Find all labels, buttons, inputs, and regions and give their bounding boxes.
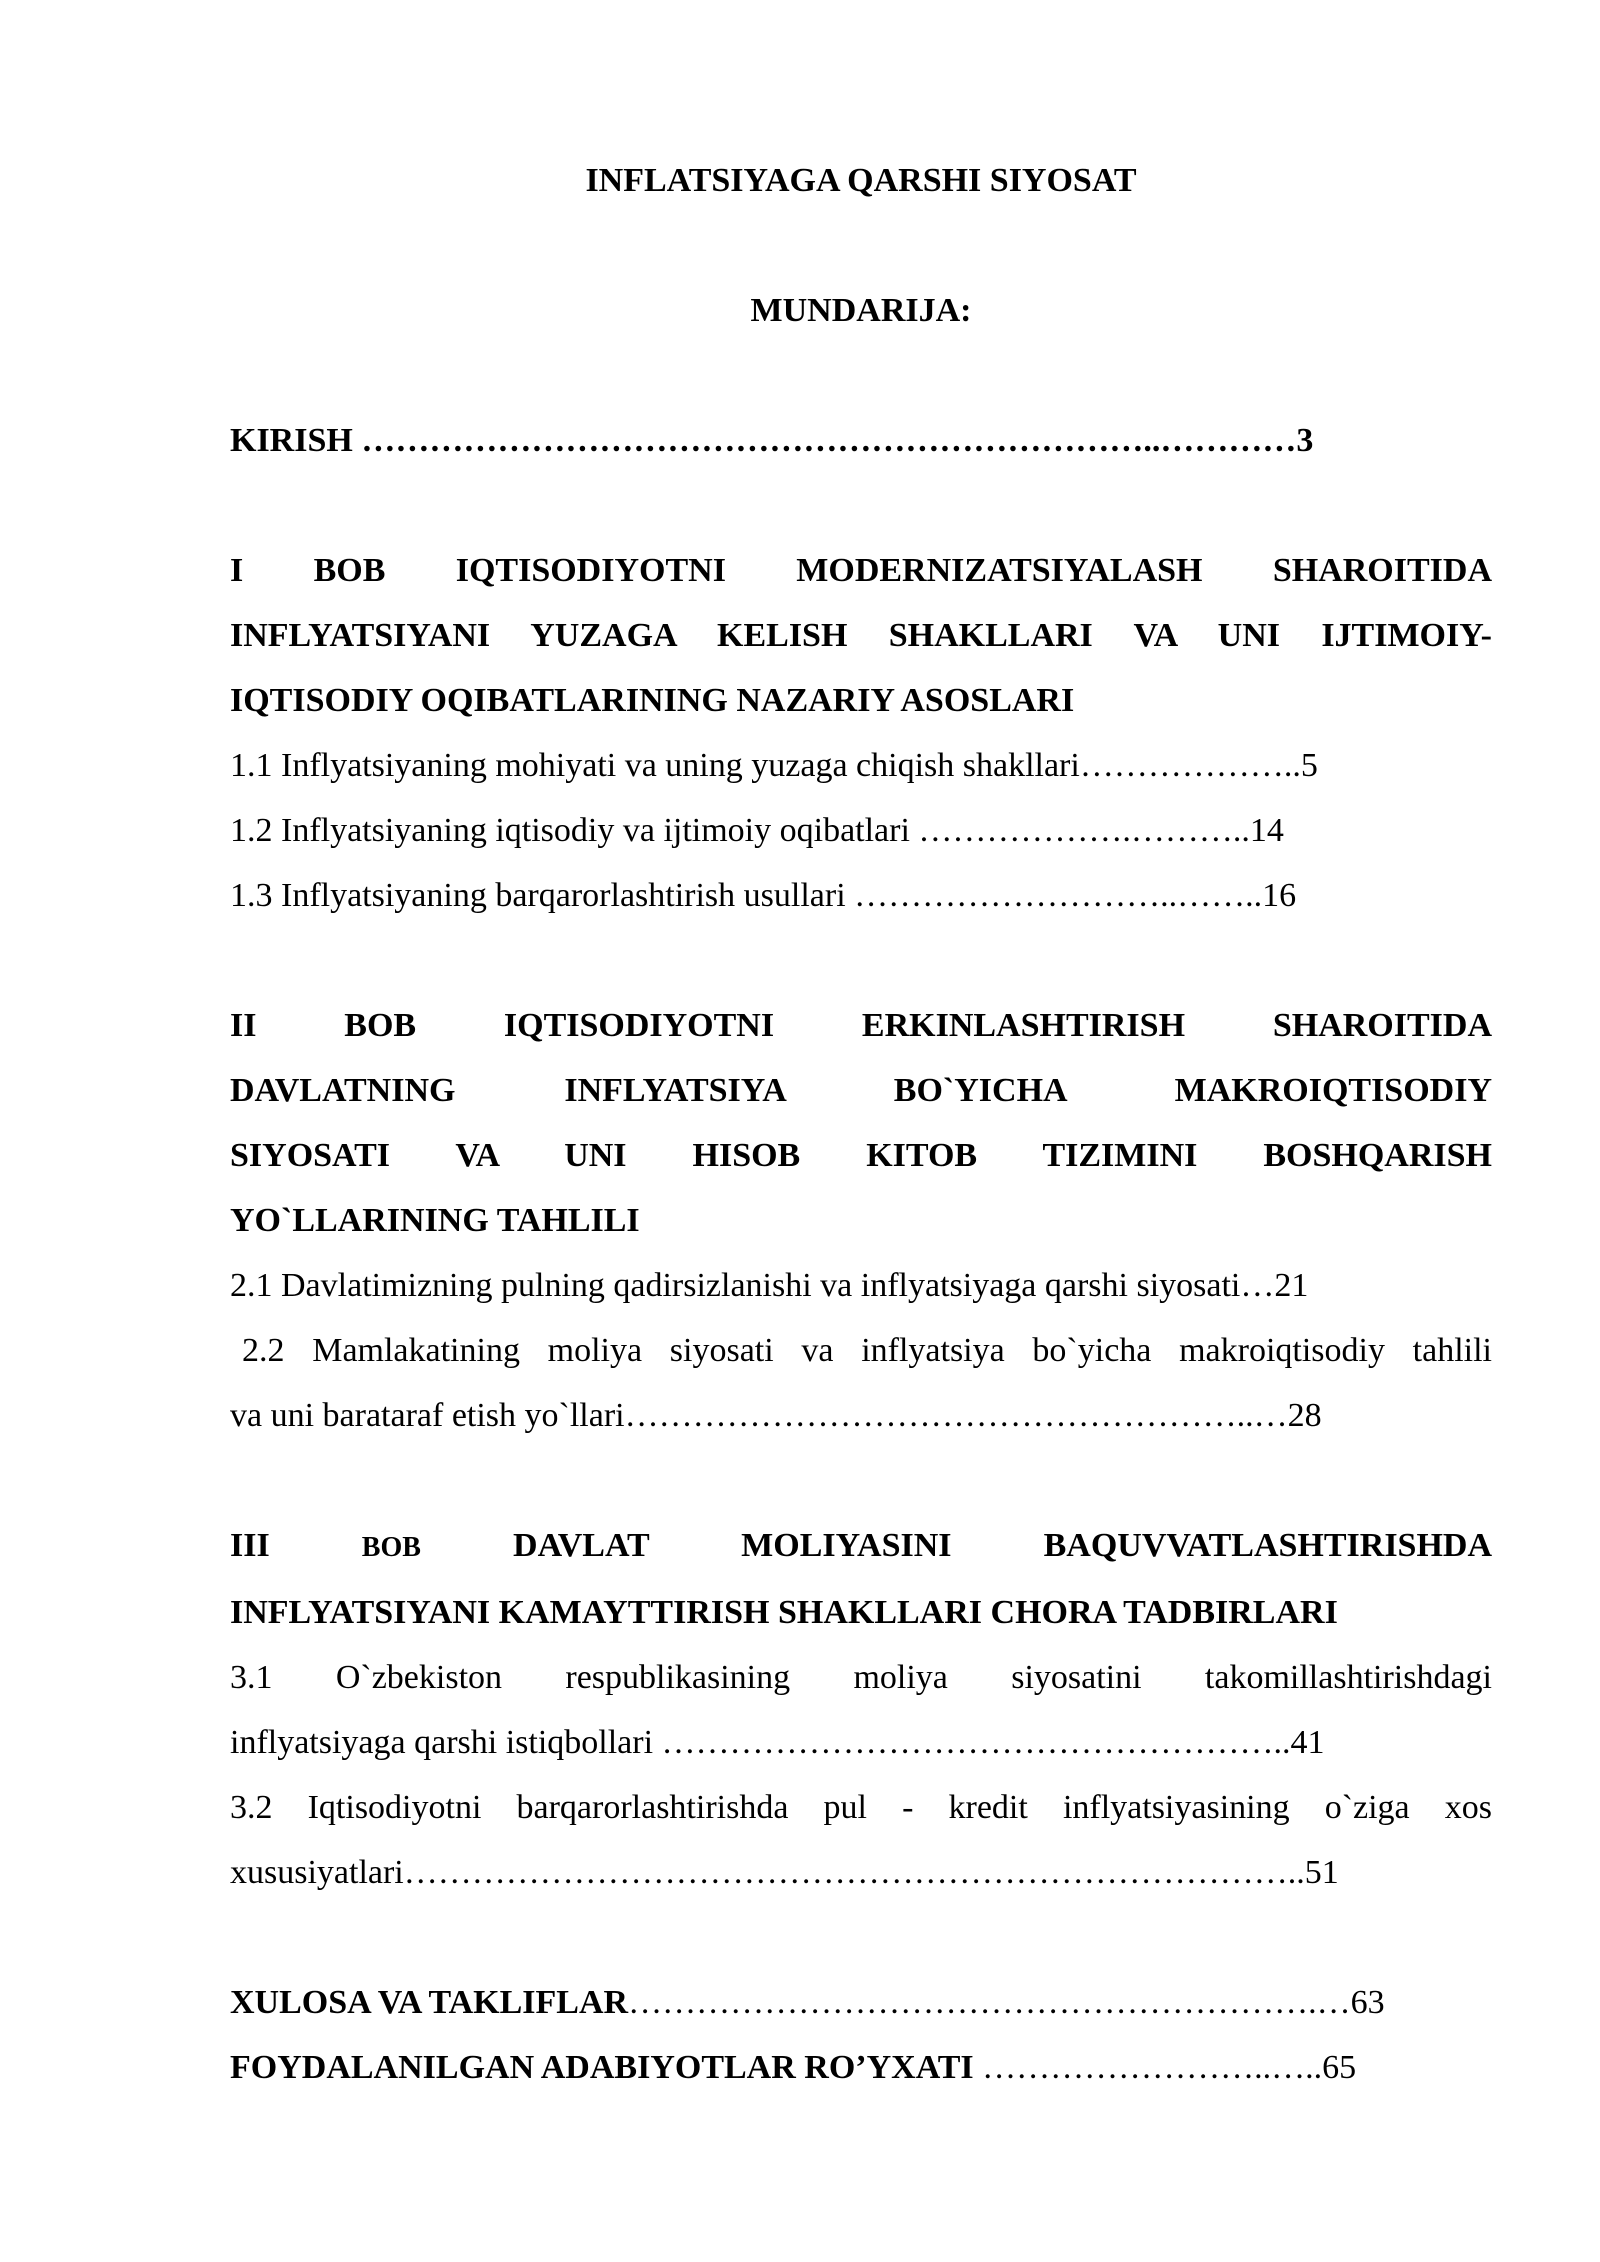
toc-conclusion-label: XULOSA VA TAKLIFLAR xyxy=(230,1984,629,2021)
toc-entry-3-2-line-1: 3.2 Iqtisodiyotni barqarorlashtirishda pul - kredit inflyatsiyasining o`ziga xos xyxy=(230,1789,1492,1826)
document-content xyxy=(230,148,1492,2100)
toc-references xyxy=(230,2035,1492,2100)
toc-entry-1-1: 1.1 Inflyatsiyaning mohiyati va uning yuzaga chiqish shakllari………………..5 xyxy=(230,747,1318,784)
toc-references-leader: ……………………..…..65 xyxy=(973,2049,1357,2086)
toc-entry-3-2-line-2: xususiyatlari……………………………………………………………………..51 xyxy=(230,1854,1339,1891)
chapter-3 xyxy=(230,1513,1492,1905)
spacer xyxy=(230,928,1492,993)
toc-entry-3-1-line-2: inflyatsiyaga qarshi istiqbollari ………………………………………………..41 xyxy=(230,1724,1325,1761)
toc-intro-text: KIRISH ……………………………………………………………..…………3 xyxy=(230,422,1314,459)
chapter-3-roman: III xyxy=(230,1527,270,1564)
toc-entry-3-1-line-1: 3.1 O`zbekiston respublikasining moliya siyosatini takomillashtirishdagi xyxy=(230,1659,1492,1696)
toc-references-label: FOYDALANILGAN ADABIYOTLAR RO’YXATI xyxy=(230,2049,974,2086)
spacer xyxy=(230,1448,1492,1513)
toc-heading: MUNDARIJA: xyxy=(750,292,972,329)
toc-intro xyxy=(230,408,1492,473)
toc-conclusion xyxy=(230,1970,1492,2035)
toc-entry-2-1: 2.1 Davlatimizning pulning qadirsizlanishi va inflyatsiyaga qarshi siyosati…21 xyxy=(230,1267,1309,1304)
chapter-3-heading-rest: DAVLAT MOLIYASINI BAQUVVATLASHTIRISHDA xyxy=(513,1527,1493,1564)
chapter-2 xyxy=(230,993,1492,1448)
chapter-3-bob: BOB xyxy=(361,1532,421,1563)
chapter-2-heading-line-4: YO`LLARINING TAHLILI xyxy=(230,1202,640,1239)
chapter-2-heading-line-1: II BOB IQTISODIYOTNI ERKINLASHTIRISH SHAROITIDA xyxy=(230,1007,1492,1044)
toc-conclusion-leader: …………………………………………………….…63 xyxy=(628,1984,1385,2021)
chapter-3-heading-line-2: INFLYATSIYANI KAMAYTTIRISH SHAKLLARI CHORA TADBIRLARI xyxy=(230,1594,1338,1631)
chapter-1-heading-line-1: I BOB IQTISODIYOTNI MODERNIZATSIYALASH SHAROITIDA xyxy=(230,552,1492,589)
chapter-1-heading-line-2: INFLYATSIYANI YUZAGA KELISH SHAKLLARI VA UNI IJTIMOIY- xyxy=(230,617,1492,654)
chapter-2-heading-line-2: DAVLATNING INFLYATSIYA BO`YICHA MAKROIQTISODIY xyxy=(230,1072,1492,1109)
chapter-2-heading-line-3: SIYOSATI VA UNI HISOB KITOB TIZIMINI BOSHQARISH xyxy=(230,1137,1492,1174)
toc-entry-2-2-line-2: va uni barataraf etish yo`llari………………………………………………..…28 xyxy=(230,1397,1322,1434)
toc-entry-1-3: 1.3 Inflyatsiyaning barqarorlashtirish usullari ………………………..……..16 xyxy=(230,877,1297,914)
spacer xyxy=(230,473,1492,538)
chapter-3-heading-line-1 xyxy=(230,1513,1492,1580)
document-title: INFLATSIYAGA QARSHI SIYOSAT xyxy=(585,162,1137,199)
chapter-1 xyxy=(230,538,1492,928)
toc-entry-2-2-line-1: 2.2 Mamlakatining moliya siyosati va inflyatsiya bo`yicha makroiqtisodiy tahlili xyxy=(242,1332,1492,1369)
spacer xyxy=(230,1905,1492,1970)
chapter-1-heading-line-3: IQTISODIY OQIBATLARINING NAZARIY ASOSLARI xyxy=(230,682,1075,719)
toc-entry-1-2: 1.2 Inflyatsiyaning iqtisodiy va ijtimoiy oqibatlari ……………….………..14 xyxy=(230,812,1284,849)
